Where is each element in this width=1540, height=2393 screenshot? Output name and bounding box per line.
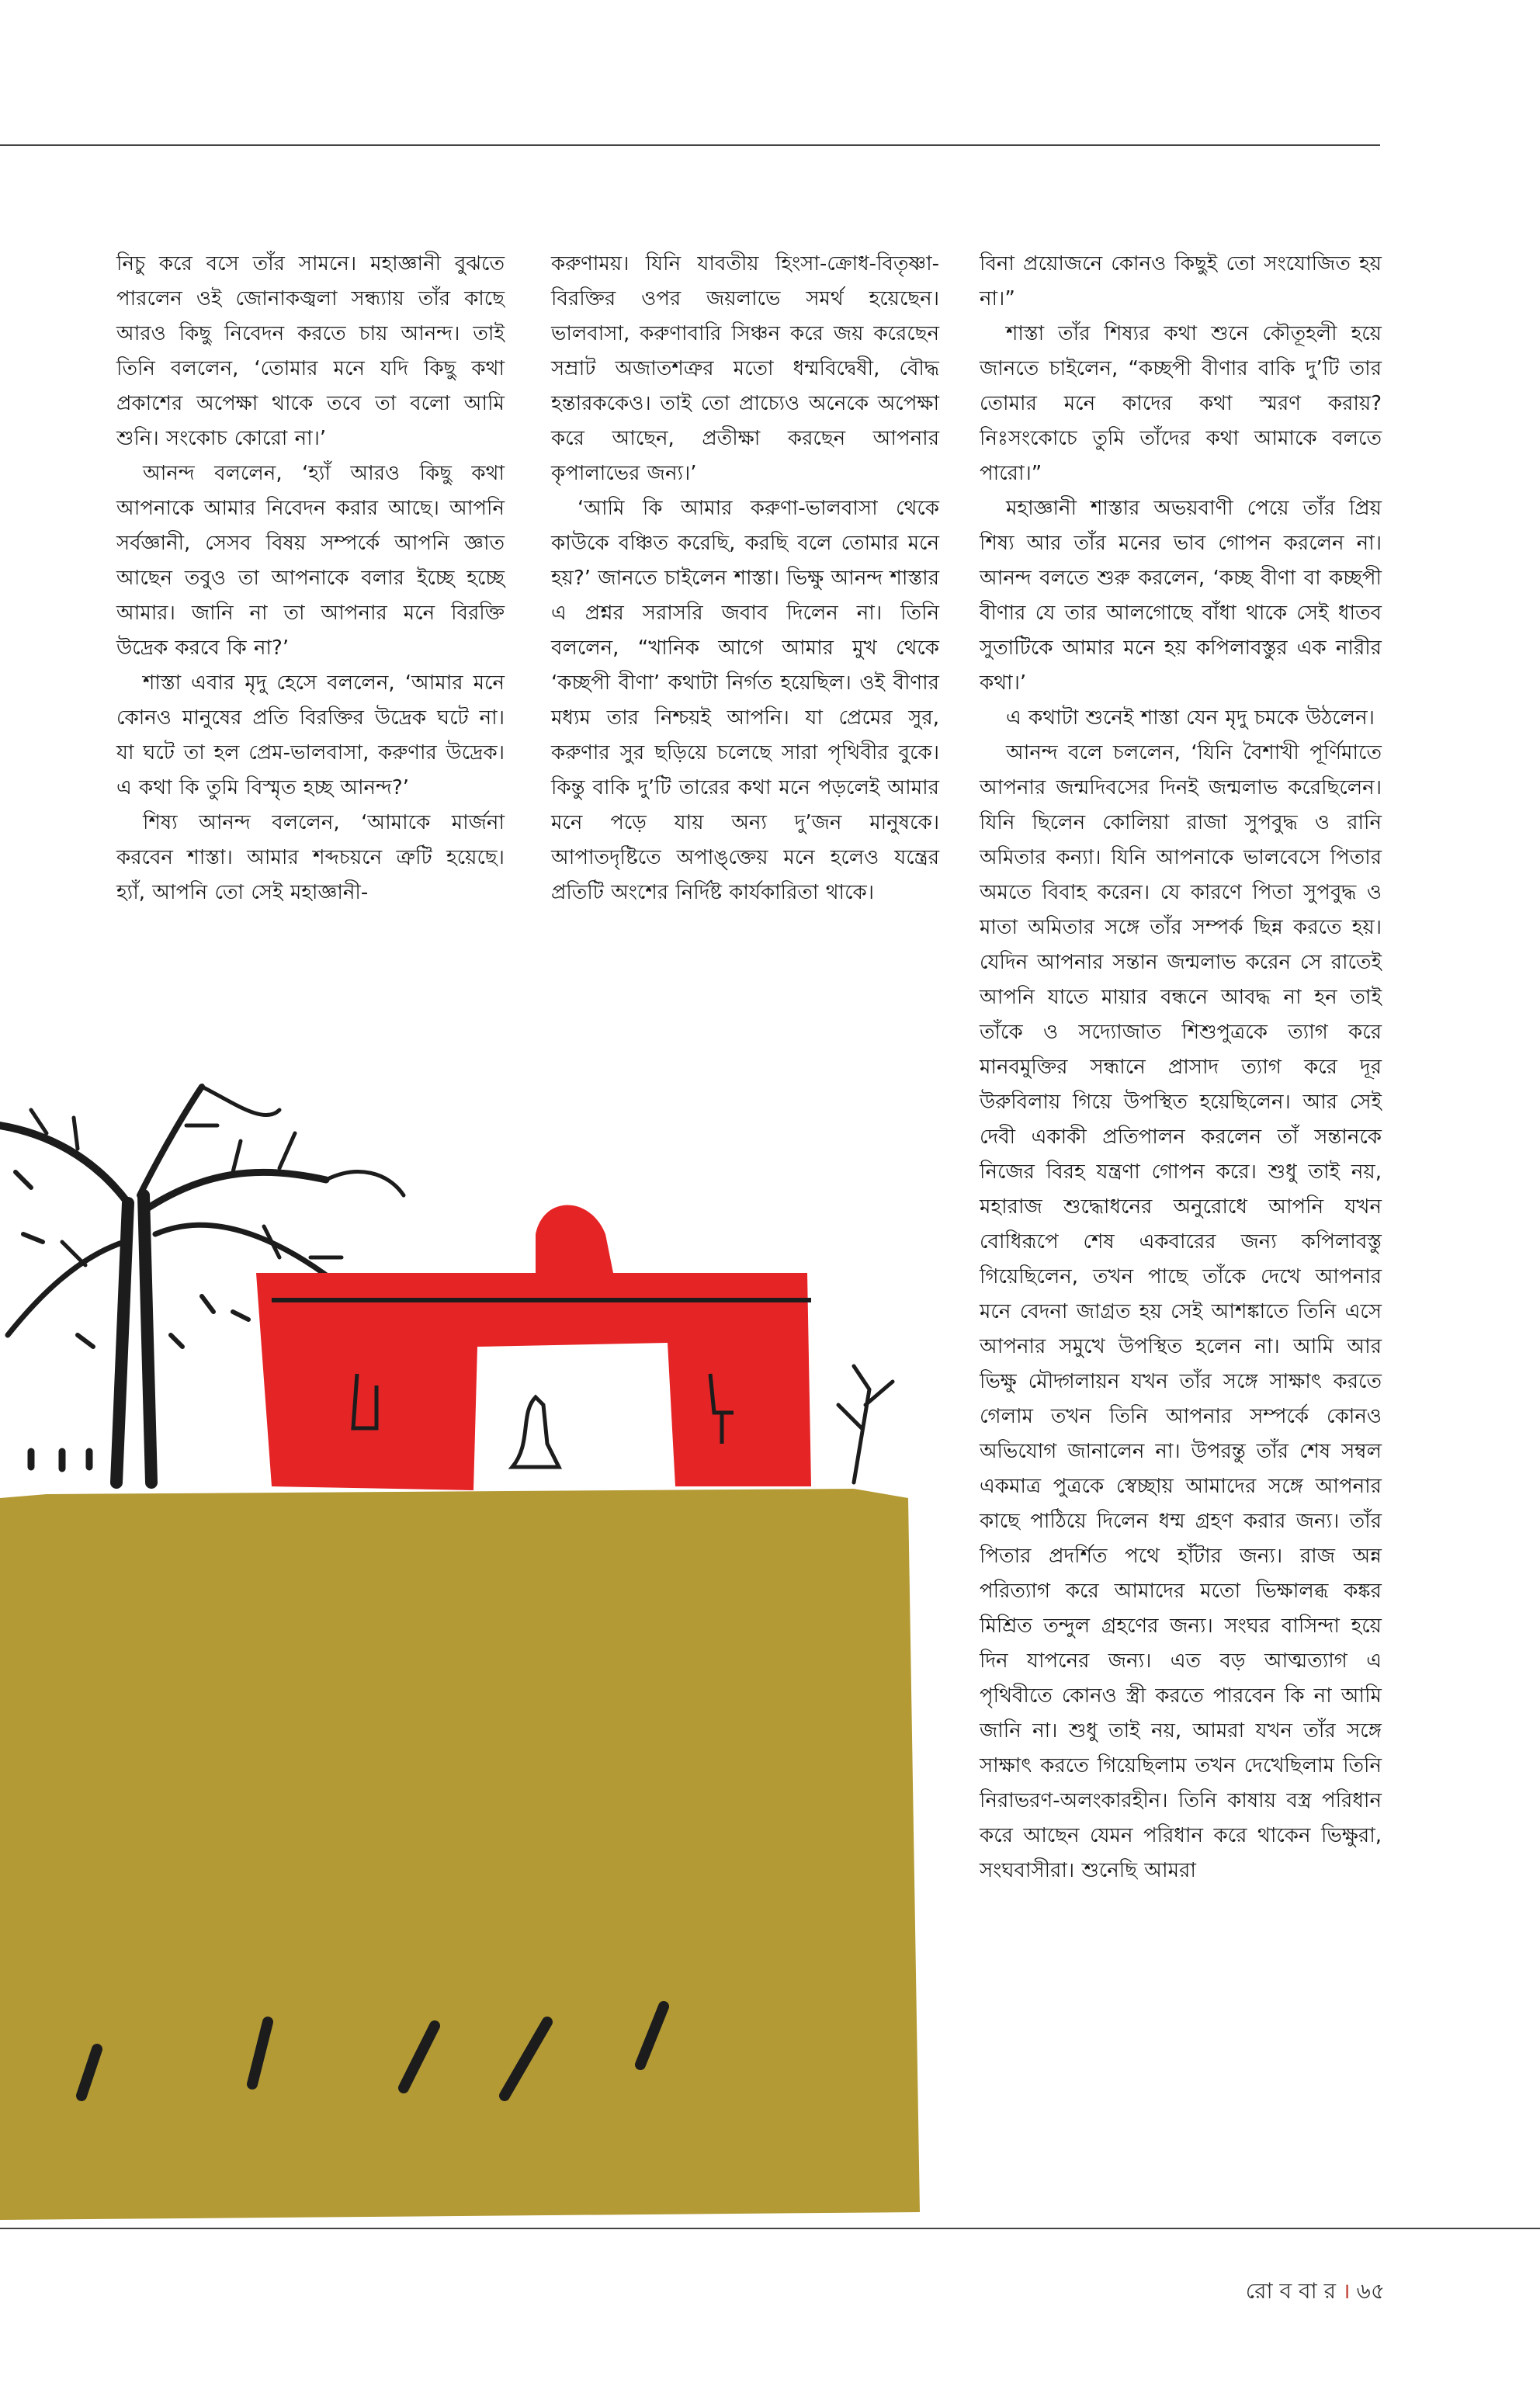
paragraph: আনন্দ বলে চললেন, ‘যিনি বৈশাখী পূর্ণিমাতে আপনার জন্মদিবসের দিনই জন্মলাভ করেছিলেন। যিনি ছিলেন কোলিয়া রাজা সুপবুদ্ধ ও রানি অমিতার কন্যা। যিনি আপনাকে ভালবেসে পিতার অমতে বিবাহ করেন। যে কারণে পিতা সুপবুদ্ধ ও মাতা অমিতার সঙ্গে তাঁর সম্পর্ক ছিন্ন করতে হয়। যেদিন আপনার সন্তান জন্মলাভ করেন সে রাতেই আপনি যাতে মায়ার বন্ধনে আবদ্ধ না হন তাই তাঁকে ও সদ্যোজাত শিশুপুত্রকে ত্যাগ করে মানবমুক্তির সন্ধানে প্রাসাদ ত্যাগ করে দূর উরুবিলায় গিয়ে উপস্থিত হয়েছিলেন। আর সেই দেবী একাকী প্রতিপালন করলেন তাঁ সন্তানকে নিজের বিরহ যন্ত্রণা গোপন করে। শুধু তাই নয়, মহারাজ শুদ্ধোধনের অনুরোধে আপনি যখন বোধিরূপে শেষ একবারের জন্য কপিলাবস্তু গিয়েছিলেন, তখন পাছে তাঁকে দেখে আপনার মনে বেদনা জাগ্রত হয় সেই আশঙ্কাতে তিনি এসে আপনার সমুখে উপস্থিত হলেন না। আমি আর ভিক্ষু মৌদ্গলায়ন যখন তাঁর সঙ্গে সাক্ষাৎ করতে গেলাম তখন তিনি আপনার সম্পর্কে কোনও অভিযোগ জানালেন না। উপরন্তু তাঁর শেষ সম্বল একমাত্র পুত্রকে স্বেচ্ছায় আমাদের সঙ্গে আপনার কাছে পাঠিয়ে দিলেন ধম্ম গ্রহণ করার জন্য। তাঁর পিতার প্রদর্শিত পথে হাঁটার জন্য। রাজ অন্ন পরিত্যাগ করে আমাদের মতো ভিক্ষালব্ধ কঙ্কর মিশ্রিত তন্দুল গ্রহণের জন্য। সংঘর বাসিন্দা হয়ে দিন যাপনের জন্য। এত বড় আত্মত্যাগ এ পৃথিবীতে কোনও স্ত্রী করতে পারবেন কি না আমি জানি না। শুধু তাই নয়, আমরা যখন তাঁর সঙ্গে সাক্ষাৎ করতে গিয়েছিলাম তখন দেখেছিলাম তিনি নিরাভরণ-অলংকারহীন। তিনি কাষায় বস্ত্র পরিধান করে আছেন যেমন পরিধান করে থাকেন ভিক্ষুরা, সংঘবাসীরা। শুনেছি আমরা: [980, 741, 1382, 1882]
text-column-3: [980, 247, 1382, 1888]
paragraph: করুণাময়। যিনি যাবতীয় হিংসা-ক্রোধ-বিতৃষ্ণা-বিরক্তির ওপর জয়লাভে সমর্থ হয়েছেন। ভালবাসা, করুণাবারি সিঞ্চন করে জয় করেছেন সম্রাট অজাতশত্রুর মতো ধম্মবিদ্বেষী, বৌদ্ধ হন্তারককেও। তাই তো প্রাচ্যেও অনেকে অপেক্ষা করে আছেন, প্রতীক্ষা করছেন আপনার কৃপালাভের জন্য।’: [551, 252, 939, 485]
footer-separator: ।: [1342, 2278, 1351, 2304]
bottom-rule: [0, 2228, 1540, 2229]
paragraph: মহাজ্ঞানী শাস্তার অভয়বাণী পেয়ে তাঁর প্রিয় শিষ্য আর তাঁর মনের ভাব গোপন করলেন না। আনন্দ বলতে শুরু করলেন, ‘কচ্ছ বীণা বা কচ্ছপী বীণার যে তার আলগোছে বাঁধা থাকে সেই ধাতব সুতাটিকে আমার মনে হয় কপিলাবস্তুর এক নারীর কথা।’: [980, 497, 1382, 695]
top-rule: [0, 144, 1380, 146]
magazine-name: রো ব বা র: [1245, 2278, 1336, 2304]
paragraph: শাস্তা তাঁর শিষ্যর কথা শুনে কৌতূহলী হয়ে জানতে চাইলেন, “কচ্ছপী বীণার বাকি দু’টি তার তোমার মনে কাদের কথা স্মরণ করায়? নিঃসংকোচে তুমি তাঁদের কথা আমাকে বলতে পারো।”: [980, 322, 1382, 485]
illustration-red-house: [0, 1079, 955, 2228]
paragraph: নিচু করে বসে তাঁর সামনে। মহাজ্ঞানী বুঝতে পারলেন ওই জোনাকজ্বলা সন্ধ্যায় তাঁর কাছে আরও কিছু নিবেদন করতে চায় আনন্দ। তাই তিনি বললেন, ‘তোমার মনে যদি কিছু কথা প্রকাশের অপেক্ষা থাকে তবে তা বলো আমি শুনি। সংকোচ কোরো না।’: [116, 252, 505, 450]
paragraph: এ কথাটা শুনেই শাস্তা যেন মৃদু চমকে উঠলেন।: [1006, 706, 1375, 730]
paragraph: বিনা প্রয়োজনে কোনও কিছুই তো সংযোজিত হয় না।”: [980, 252, 1382, 310]
page-number: ৬৫: [1356, 2278, 1385, 2304]
paragraph: আনন্দ বললেন, ‘হ্যাঁ আরও কিছু কথা আপনাকে আমার নিবেদন করার আছে। আপনি সর্বজ্ঞানী, সেসব বিষয় সম্পর্কে আপনি জ্ঞাত আছেন তবুও তা আপনাকে বলার ইচ্ছে হচ্ছে আমার। জানি না তা আপনার মনে বিরক্তি উদ্রেক করবে কি না?’: [116, 462, 505, 660]
small-plant: [838, 1366, 893, 1483]
seated-figure: [512, 1397, 559, 1467]
paragraph: শাস্তা এবার মৃদু হেসে বললেন, ‘আমার মনে কোনও মানুষের প্রতি বিরক্তির উদ্রেক ঘটে না। যা ঘটে তা হল প্রেম-ভালবাসা, করুণার উদ্রেক। এ কথা কি তুমি বিস্মৃত হচ্ছ আনন্দ?’: [116, 671, 505, 799]
text-column-1: [116, 247, 505, 910]
paragraph: ‘আমি কি আমার করুণা-ভালবাসা থেকে কাউকে বঞ্চিত করেছি, করছি বলে তোমার মনে হয়?’ জানতে চাইলেন শাস্তা। ভিক্ষু আনন্দ শাস্তার এ প্রশ্নর সরাসরি জবাব দিলেন না। তিনি বললেন, “খানিক আগে আমার মুখ থেকে ‘কচ্ছপী বীণা’ কথাটা নির্গত হয়েছিল। ওই বীণার মধ্যম তার নিশ্চয়ই আপনি। যা প্রেমের সুর, করুণার সুর ছড়িয়ে চলেছে সারা পৃথিবীর বুকে। কিন্তু বাকি দু’টি তারের কথা মনে পড়লেই আমার মনে পড়ে যায় অন্য দু’জন মানুষকে। আপাতদৃষ্টিতে অপাঙ্‌ক্তেয় মনে হলেও যন্ত্রের প্রতিটি অংশের নির্দিষ্ট কার্যকারিতা থাকে।: [551, 497, 939, 904]
paragraph: শিষ্য আনন্দ বললেন, ‘আমাকে মার্জনা করবেন শাস্তা। আমার শব্দচয়নে ত্রুটি হয়েছে। হ্যাঁ, আপনি তো সেই মহাজ্ঞানী-: [116, 811, 505, 904]
text-column-2: [551, 247, 939, 910]
ground-field: [0, 1489, 920, 2220]
page-footer: [1246, 2274, 1385, 2311]
red-house: [256, 1205, 811, 1491]
